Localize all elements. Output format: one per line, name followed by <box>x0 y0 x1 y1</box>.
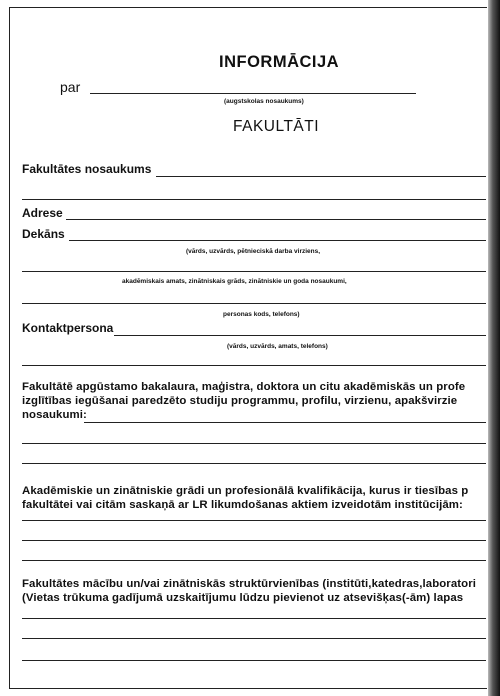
dean-caption-1: (vārds, uzvārds, pētnieciskā darba virziens, <box>186 248 321 255</box>
section1-answer-line[interactable] <box>84 422 486 423</box>
form-subtitle: FAKULTĀTI <box>233 118 320 135</box>
section1-line-2: izglītības iegūšanai paredzēto studiju programmu, profilu, virzienu, apakšvirzie <box>22 395 458 407</box>
section3-answer-line[interactable] <box>22 618 486 619</box>
dean-caption-3: personas kods, telefons) <box>223 311 300 318</box>
faculty-name-label: Fakultātes nosaukums <box>22 162 152 176</box>
dean-field-line-2[interactable] <box>22 271 486 272</box>
dean-caption-2: akadēmiskais amats, zinātniskais grāds, zinātniskie un goda nosaukumi, <box>122 278 347 285</box>
section3-line-2: (Vietas trūkuma gadījumā uzskaitījumu lūdzu pievienot uz atsevišķas(-ām) lapas <box>22 592 464 604</box>
form-title: INFORMĀCIJA <box>219 53 340 71</box>
page-border-left <box>9 7 10 689</box>
section3-line-1: Fakultātes mācību un/vai zinātniskās struktūrvienības (institūti,katedras,laboratori <box>22 578 477 590</box>
university-name-line[interactable] <box>90 93 416 94</box>
section1-answer-line-2[interactable] <box>22 443 486 444</box>
section2-line-1: Akadēmiskie un zinātniskie grādi un profesionālā kvalifikācija, kurus ir tiesības p <box>22 485 469 497</box>
university-caption: (augstskolas nosaukums) <box>224 98 304 105</box>
section3-answer-line-2[interactable] <box>22 638 486 639</box>
address-label: Adrese <box>22 206 63 220</box>
section1-line-3: nosaukumi: <box>22 409 87 421</box>
dean-field-line-3[interactable] <box>22 303 486 304</box>
contact-person-field-line-2[interactable] <box>22 365 486 366</box>
contact-person-label: Kontaktpersona <box>22 321 114 335</box>
address-field-line[interactable] <box>66 219 486 220</box>
section3-answer-line-3[interactable] <box>22 660 486 661</box>
contact-person-field-line[interactable] <box>114 335 486 336</box>
par-label: par <box>60 79 81 95</box>
section2-answer-line-2[interactable] <box>22 540 486 541</box>
page-border-top <box>9 7 487 8</box>
contact-caption: (vārds, uzvārds, amats, telefons) <box>227 343 328 350</box>
section1-answer-line-3[interactable] <box>22 463 486 464</box>
scan-edge-shadow <box>488 0 500 696</box>
section2-answer-line-3[interactable] <box>22 560 486 561</box>
dean-field-line[interactable] <box>69 240 486 241</box>
dean-label: Dekāns <box>22 227 65 241</box>
section2-answer-line[interactable] <box>22 520 486 521</box>
faculty-name-field-line[interactable] <box>156 176 486 177</box>
section2-line-2: fakultātei vai citām saskaņā ar LR likumdošanas aktiem izveidotām institūcijām: <box>22 499 463 511</box>
page-border-bottom <box>9 688 487 689</box>
section1-line-1: Fakultātē apgūstamo bakalaura, maģistra, doktora un citu akadēmiskās un profe <box>22 381 466 393</box>
faculty-name-field-line-2[interactable] <box>22 199 486 200</box>
